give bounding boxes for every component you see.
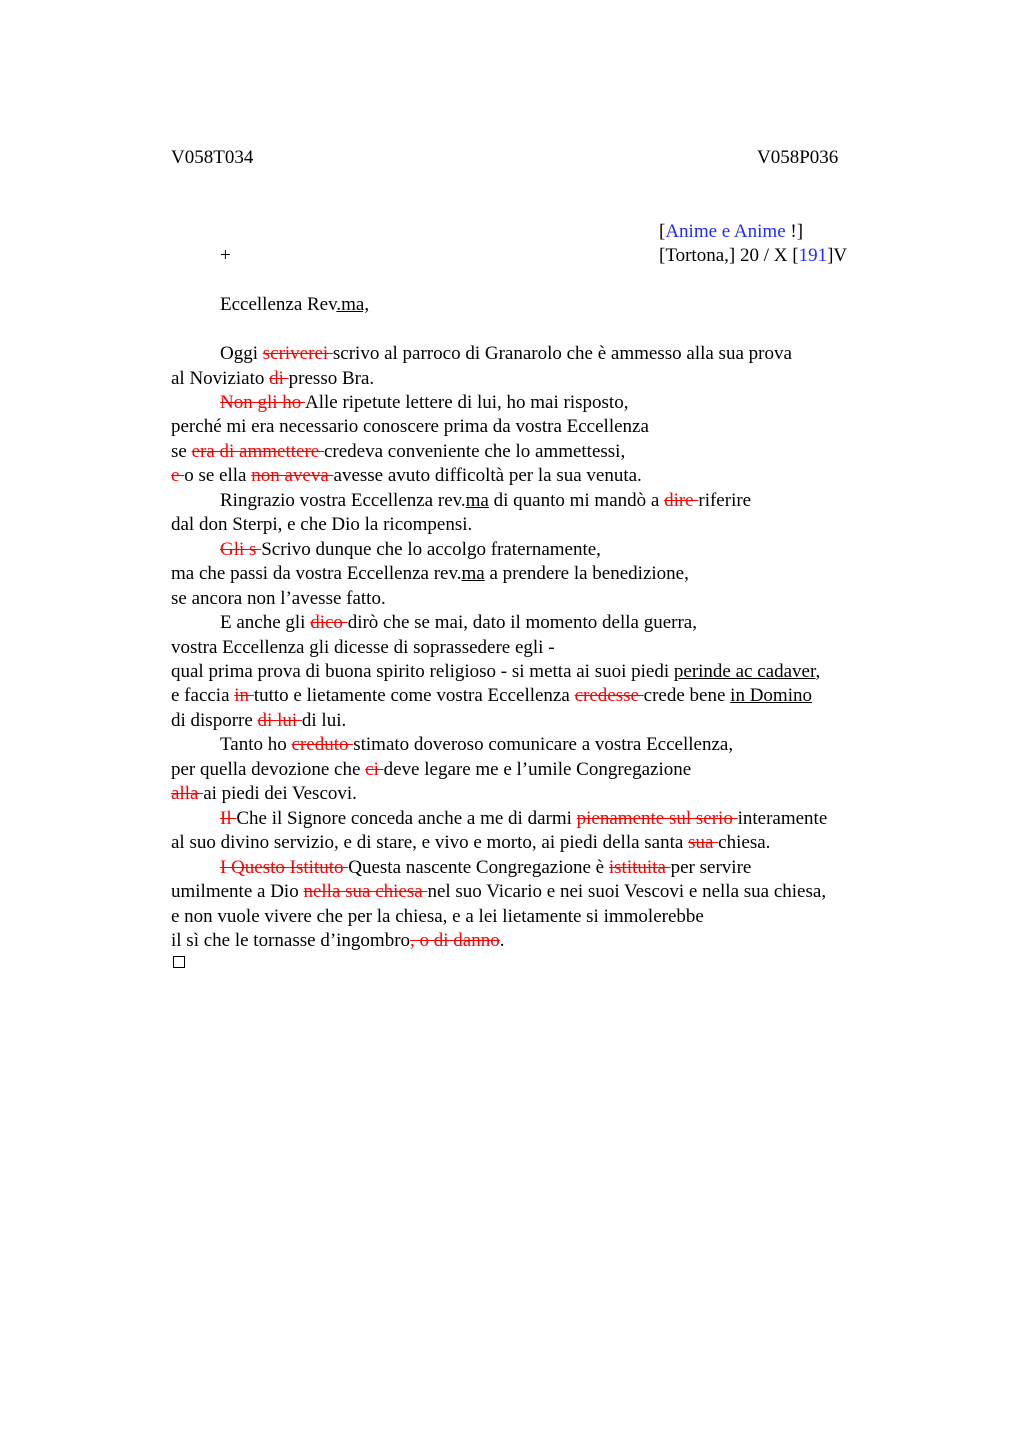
- title-link: Anime e Anime: [665, 221, 786, 242]
- letter-line: e o se ella non aveva avesse avuto difficoltà per la sua venuta.: [171, 465, 642, 486]
- deletion: nella sua chiesa: [303, 881, 428, 902]
- letter-line: ma che passi da vostra Eccellenza rev.ma a prendere la benedizione,: [171, 563, 689, 584]
- salutation: Eccellenza Rev.ma,: [220, 294, 370, 315]
- letter-line: di disporre di lui di lui.: [171, 710, 347, 731]
- letter-line: qual prima prova di buona spirito religioso - si metta ai suoi piedi perinde ac cadaver,: [171, 661, 821, 682]
- deletion: scriverei: [262, 343, 333, 364]
- deletion: di: [269, 368, 289, 389]
- deletion: istituita: [608, 857, 671, 878]
- deletion: era di ammettere: [191, 441, 324, 462]
- deletion: in: [234, 685, 254, 706]
- letter-line: e non vuole vivere che per la chiesa, e a lei lietamente si immolerebbe: [171, 906, 704, 927]
- letter-line: Gli s Scrivo dunque che lo accolgo fraternamente,: [220, 539, 601, 560]
- deletion: dire: [664, 490, 699, 511]
- letter-line: dal don Sterpi, e che Dio la ricompensi.: [171, 514, 473, 535]
- letter-line: alla ai piedi dei Vescovi.: [171, 783, 357, 804]
- deletion: sua: [688, 832, 719, 853]
- letter-line: perché mi era necessario conoscere prima da vostra Eccellenza: [171, 416, 649, 437]
- letter-line: vostra Eccellenza gli dicesse di soprassedere egli -: [171, 637, 555, 658]
- place-date: [Tortona,] 20 / X [191]V: [659, 245, 848, 266]
- deletion: alla: [171, 783, 204, 804]
- letter-line: al suo divino servizio, e di stare, e vivo e morto, ai piedi della santa sua chiesa.: [171, 832, 771, 853]
- deletion: Il: [220, 808, 237, 829]
- letter-line: e faccia in tutto e lietamente come vostra Eccellenza credesse crede bene in Domino: [171, 685, 812, 706]
- letter-line: Tanto ho creduto stimato doveroso comunicare a vostra Eccellenza,: [220, 734, 734, 755]
- deletion: Non gli ho: [220, 392, 305, 413]
- letter-line: Non gli ho Alle ripetute lettere di lui, ho mai risposto,: [220, 392, 629, 413]
- deletion: creduto: [291, 734, 354, 755]
- deletion: e: [171, 465, 185, 486]
- letter-line: umilmente a Dio nella sua chiesa nel suo Vicario e nei suoi Vescovi e nella sua chiesa,: [171, 881, 827, 902]
- deletion: dico: [310, 612, 348, 633]
- deletion: pienamente sul serio: [576, 808, 738, 829]
- end-square-icon: [173, 956, 185, 968]
- letter-line: Oggi scriverei scrivo al parroco di Granarolo che è ammesso alla sua prova: [220, 343, 792, 364]
- deletion: ci: [365, 759, 384, 780]
- right-archive-code: V058P036: [757, 147, 839, 168]
- deletion: Gli s: [220, 539, 262, 560]
- letter-line: E anche gli dico dirò che se mai, dato il momento della guerra,: [220, 612, 697, 633]
- letter-line: se era di ammettere credeva conveniente che lo ammettessi,: [171, 441, 626, 462]
- deletion: credesse: [574, 685, 644, 706]
- letter-line: se ancora non l’avesse fatto.: [171, 588, 386, 609]
- deletion: , o di danno: [410, 930, 500, 951]
- letter-line: il sì che le tornasse d’ingombro, o di danno.: [171, 930, 505, 951]
- deletion: non aveva: [251, 465, 334, 486]
- deletion: I Questo Istituto: [220, 857, 349, 878]
- letter-line: al Noviziato di presso Bra.: [171, 368, 375, 389]
- deletion: di lui: [257, 710, 302, 731]
- letter-line: I Questo Istituto Questa nascente Congregazione è istituita per servire: [220, 857, 752, 878]
- left-archive-code: V058T034: [171, 147, 254, 168]
- letter-title: [Anime e Anime !]: [659, 221, 804, 242]
- letter-line: per quella devozione che ci deve legare me e l’umile Congregazione: [171, 759, 692, 780]
- year-link: 191: [798, 245, 828, 266]
- letter-line: Ringrazio vostra Eccellenza rev.ma di quanto mi mandò a dire riferire: [220, 490, 752, 511]
- letter-line: Il Che il Signore conceda anche a me di darmi pienamente sul serio interamente: [220, 808, 828, 829]
- cross-mark: +: [220, 245, 231, 266]
